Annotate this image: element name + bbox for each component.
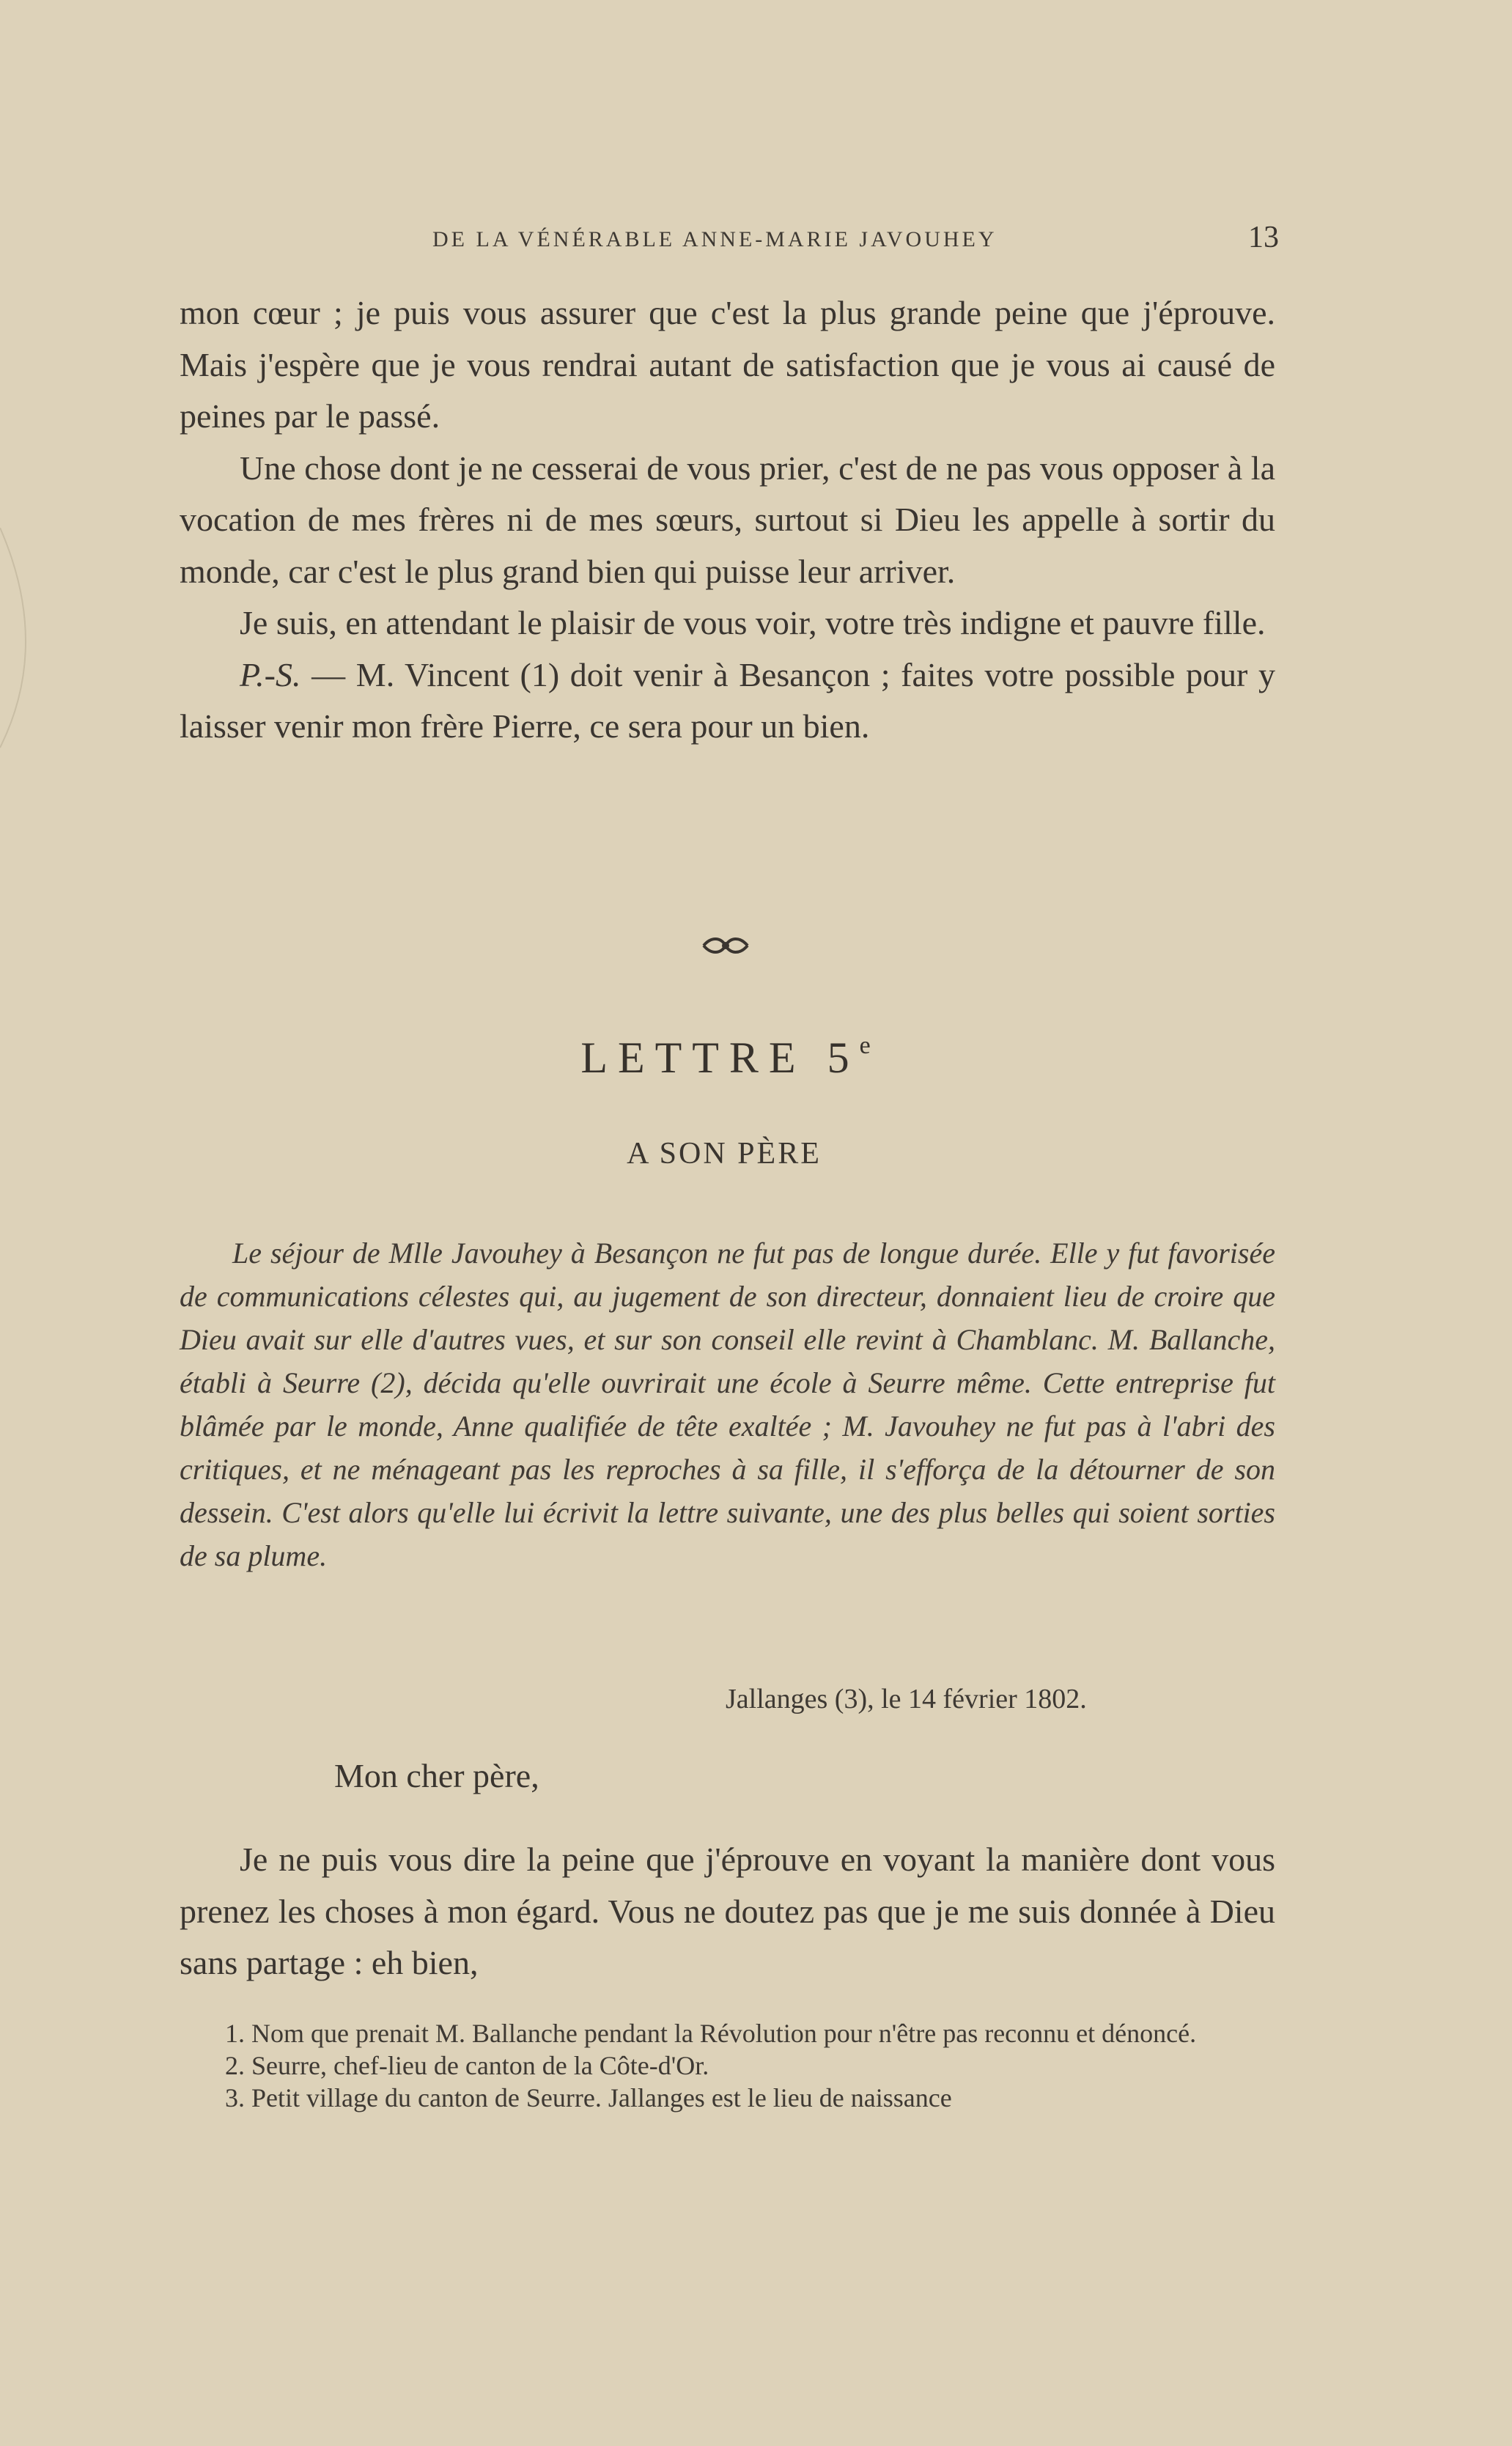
paragraph: Une chose dont je ne cesserai de vous prier, c'est de ne pas vous opposer à la vocation de mes frères ni de mes sœurs, surtout si Dieu les appelle à sortir du monde, car c'est le plus grand bien qui puisse leur arriver. (180, 449, 1275, 590)
page-number: 13 (1248, 221, 1279, 254)
footnote: 1. Nom que prenait M. Ballanche pendant la Révolution pour n'être pas reconnu et dénoncé. (225, 2019, 1197, 2048)
footnote: 2. Seurre, chef-lieu de canton de la Côte-d'Or. (225, 2051, 709, 2080)
paragraph: Je suis, en attendant le plaisir de vous voir, votre très indigne et pauvre fille. (240, 604, 1266, 641)
editorial-introduction (180, 1231, 1275, 1577)
fleuron-ornament-icon (700, 931, 751, 960)
intro-paragraph: Le séjour de Mlle Javouhey à Besançon ne fut pas de longue durée. Elle y fut favorisée de communications célestes qui, au jugement de son directeur, donnaient lieu de croire que Dieu avait sur elle d'autres vues, et sur son conseil elle revint à Chamblanc. M. Ballanche, établi à Seurre (2), décida qu'elle ouvrirait une école à Seurre même. Cette entreprise fut blâmée par le monde, Anne qualifiée de tête exaltée ; M. Javouhey ne fut pas à l'abri des critiques, et ne ménageant pas les reproches à sa fille, il s'efforça de la détourner de son dessein. C'est alors qu'elle lui écrivit la lettre suivante, une des plus belles qui soient sorties de sa plume. (180, 1237, 1275, 1572)
letter-title (0, 1032, 1451, 1083)
postscript-text: — M. Vincent (1) doit venir à Besançon ; faites votre possible pour y laisser venir mon frère Pierre, ce sera pour un bien. (180, 655, 1275, 745)
footnote: 3. Petit village du canton de Seurre. Jallanges est le lieu de naissance (225, 2083, 952, 2112)
postscript (180, 649, 1275, 753)
letter-body (180, 1834, 1275, 1989)
letter-dateline: Jallanges (3), le 14 février 1802. (726, 1684, 1087, 1714)
letter-salutation: Mon cher père, (334, 1757, 539, 1794)
paragraph: mon cœur ; je puis vous assurer que c'est la plus grande peine que j'éprouve. Mais j'espère que je vous rendrai autant de satisfaction que je vous ai causé de peines par le passé. (180, 294, 1275, 435)
margin-bracket-mark (0, 528, 59, 762)
running-header (180, 217, 1279, 261)
footnotes (180, 2017, 1275, 2114)
letter-title-text: LETTRE 5 (580, 1034, 860, 1082)
running-title: DE LA VÉNÉRABLE ANNE-MARIE JAVOUHEY (432, 227, 997, 251)
postscript-label: P.-S. (240, 655, 301, 693)
paragraph: Je ne puis vous dire la peine que j'éprouve en voyant la manière dont vous prenez les choses à mon égard. Vous ne doutez pas que je me suis donnée à Dieu sans partage : eh bien, (180, 1841, 1275, 1981)
letter-title-superscript: e (859, 1032, 871, 1059)
letter-recipient: A SON PÈRE (627, 1137, 822, 1171)
continued-letter-text (180, 287, 1275, 753)
